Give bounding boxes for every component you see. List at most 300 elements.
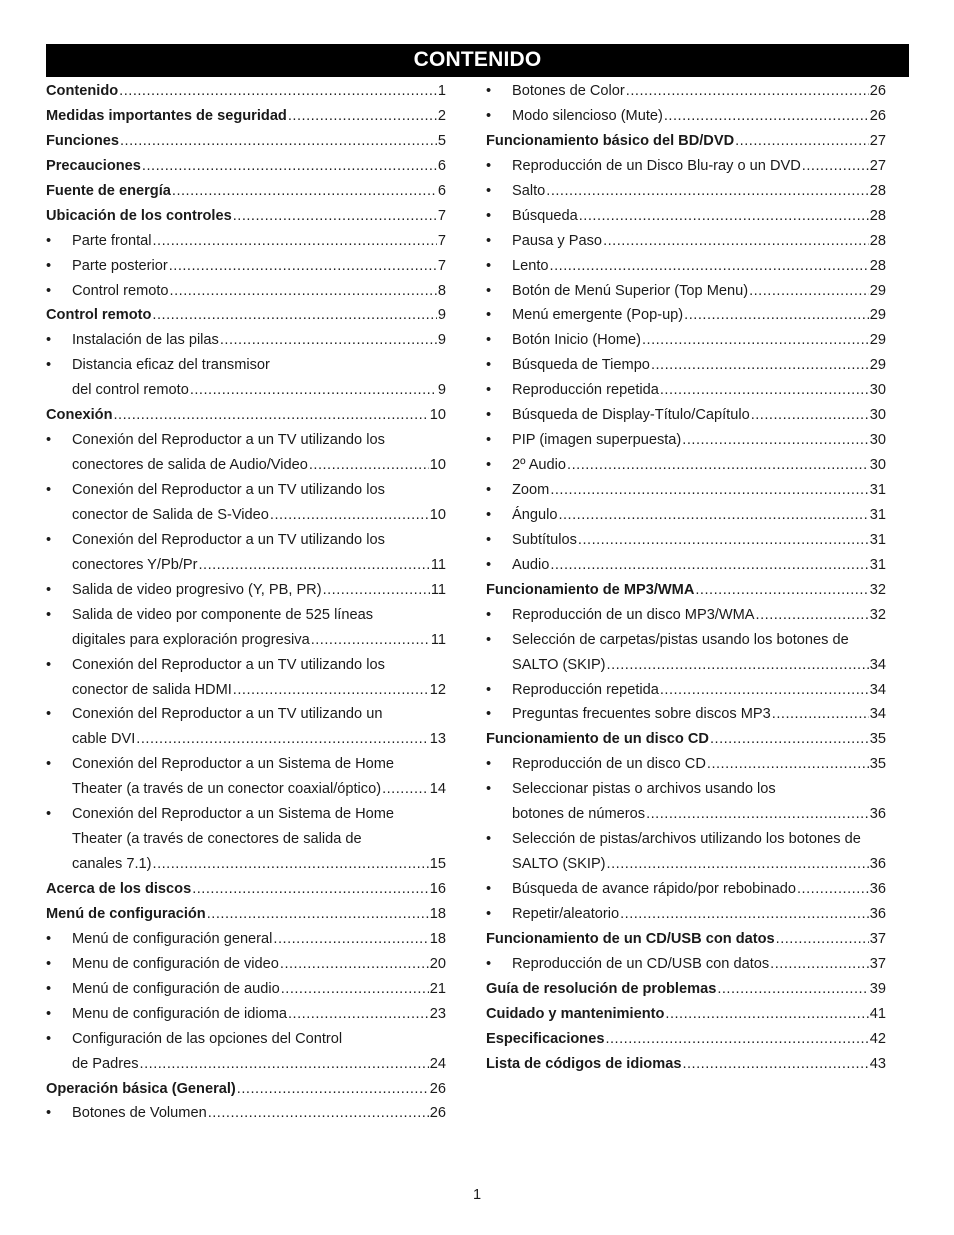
dot-leader	[660, 681, 869, 700]
toc-entry-page: 36	[869, 856, 886, 873]
toc-entry-page: 42	[869, 1030, 886, 1047]
toc-entry-label: Pausa y Paso	[512, 232, 603, 249]
toc-entry-page: 7	[437, 232, 446, 249]
toc-entry-label: Guía de resolución de problemas	[486, 980, 717, 997]
bullet-icon: •	[486, 881, 492, 897]
dot-leader	[192, 880, 429, 899]
toc-entry[interactable]	[486, 132, 886, 157]
toc-entry[interactable]	[46, 905, 446, 930]
bullet-icon: •	[46, 955, 52, 972]
bullet-icon: •	[46, 706, 52, 723]
toc-entry[interactable]	[46, 930, 446, 955]
bullet-icon: •	[486, 83, 492, 99]
toc-entry[interactable]	[46, 381, 446, 406]
dot-leader	[735, 132, 869, 151]
dot-leader	[770, 955, 869, 974]
page-number: 1	[472, 1187, 482, 1203]
dot-leader	[664, 107, 869, 126]
toc-entry-label: Salto	[512, 182, 546, 199]
dot-leader	[207, 905, 429, 924]
toc-entry-page: 9	[437, 332, 446, 349]
toc-entry-label: Modo silencioso (Mute)	[512, 107, 663, 124]
toc-entry[interactable]	[46, 531, 446, 556]
toc-entry[interactable]	[486, 506, 886, 531]
toc-entry-label: Operación básica (General)	[46, 1080, 236, 1097]
dot-leader	[170, 282, 437, 301]
dot-leader	[756, 606, 869, 625]
toc-entry-label: Selección de pistas/archivos utilizando los botones de	[512, 831, 861, 848]
toc-entry-label: Búsqueda de Tiempo	[512, 357, 650, 374]
toc-entry-label: Selección de carpetas/pistas usando los botones de	[512, 631, 849, 648]
toc-entry-page: 28	[869, 257, 886, 274]
toc-entry-label: Conexión del Reproductor a un TV utilizando los	[72, 531, 385, 548]
toc-entry[interactable]	[486, 855, 886, 880]
toc-entry-page: 16	[429, 881, 446, 897]
toc-entry-label: Medidas importantes de seguridad	[46, 107, 287, 124]
toc-entry-page: 24	[429, 1055, 446, 1072]
toc-entry[interactable]	[486, 780, 886, 805]
toc-entry[interactable]	[46, 1055, 446, 1080]
toc-entry-page: 20	[429, 955, 446, 972]
toc-entry-page: 36	[869, 905, 886, 922]
dot-leader	[270, 506, 429, 525]
dot-leader	[620, 905, 869, 924]
toc-entry-page: 36	[869, 806, 886, 823]
toc-entry-label: Cuidado y mantenimiento	[486, 1005, 665, 1022]
dot-leader	[280, 955, 429, 974]
toc-entry-label: Menú de configuración de audio	[72, 980, 280, 997]
toc-entry-page: 10	[429, 457, 446, 474]
toc-entry-label: conectores Y/Pb/Pr	[72, 556, 198, 573]
dot-leader	[695, 581, 868, 600]
bullet-icon: •	[486, 706, 492, 723]
toc-entry[interactable]	[46, 1080, 446, 1105]
bullet-icon: •	[486, 457, 492, 474]
toc-entry[interactable]	[46, 656, 446, 681]
toc-entry[interactable]	[486, 681, 886, 706]
toc-entry[interactable]	[46, 631, 446, 656]
toc-entry-page: 26	[429, 1080, 446, 1097]
bullet-icon: •	[46, 806, 52, 823]
dot-leader	[558, 506, 868, 525]
toc-entry[interactable]	[486, 730, 886, 755]
dot-leader	[550, 556, 868, 575]
bullet-icon: •	[486, 606, 492, 623]
toc-entry[interactable]	[486, 1055, 886, 1080]
bullet-icon: •	[486, 257, 492, 274]
toc-entry-page: 37	[869, 955, 886, 972]
toc-entry-label: Configuración de las opciones del Control	[72, 1030, 343, 1047]
toc-entry-label: Acerca de los discos	[46, 881, 192, 897]
page-title: CONTENIDO	[46, 44, 909, 77]
toc-entry[interactable]	[46, 406, 446, 431]
toc-entry-label: Lista de códigos de idiomas	[486, 1055, 682, 1072]
toc-entry-page: 28	[869, 232, 886, 249]
bullet-icon: •	[486, 232, 492, 249]
toc-entry-page: 27	[869, 157, 886, 174]
bullet-icon: •	[486, 382, 492, 399]
toc-entry[interactable]	[46, 581, 446, 606]
toc-entry-page: 9	[437, 307, 446, 324]
toc-entry-label: Distancia eficaz del transmisor	[72, 357, 270, 374]
toc-entry[interactable]	[486, 232, 886, 257]
toc-entry-label: Reproducción de un disco CD	[512, 756, 706, 773]
toc-entry[interactable]	[46, 232, 446, 257]
toc-entry-page: 6	[437, 182, 446, 199]
dot-leader	[682, 1055, 868, 1074]
toc-entry-label: Subtítulos	[512, 531, 577, 548]
toc-entry[interactable]	[46, 805, 446, 830]
toc-entry[interactable]	[486, 606, 886, 631]
toc-entry[interactable]	[486, 955, 886, 980]
toc-entry[interactable]	[486, 207, 886, 232]
toc-entry-label: Salida de video progresivo (Y, PB, PR)	[72, 581, 322, 598]
toc-entry-label: canales 7.1)	[72, 856, 152, 873]
toc-entry[interactable]	[46, 207, 446, 232]
toc-entry-page: 11	[430, 581, 446, 598]
toc-entry-page: 32	[869, 581, 886, 598]
toc-entry[interactable]	[486, 456, 886, 481]
bullet-icon: •	[46, 606, 52, 623]
bullet-icon: •	[486, 756, 492, 773]
toc-entry[interactable]	[486, 1030, 886, 1055]
toc-entry-label: PIP (imagen superpuesta)	[512, 432, 682, 449]
toc-entry-label: Fuente de energía	[46, 182, 171, 199]
toc-entry-label: del control remoto	[72, 382, 189, 399]
toc-entry-label: Seleccionar pistas o archivos usando los	[512, 781, 776, 798]
toc-entry-label: Menu de configuración de video	[72, 955, 279, 972]
dot-leader	[550, 481, 868, 500]
bullet-icon: •	[46, 257, 52, 274]
toc-entry-label: de Padres	[72, 1055, 139, 1072]
toc-entry-page: 31	[869, 556, 886, 573]
toc-entry-page: 34	[869, 656, 886, 673]
toc-entry[interactable]	[46, 157, 446, 182]
toc-entry[interactable]	[46, 1005, 446, 1030]
toc-entry[interactable]	[46, 1030, 446, 1055]
bullet-icon: •	[46, 980, 52, 997]
toc-entry-label: Botones de Color	[512, 83, 625, 99]
toc-entry[interactable]	[46, 306, 446, 331]
dot-leader	[626, 82, 869, 101]
toc-entry-page: 29	[869, 357, 886, 374]
toc-entry[interactable]	[486, 980, 886, 1005]
dot-leader	[710, 730, 869, 749]
toc-entry-label: conector de Salida de S-Video	[72, 506, 269, 523]
toc-entry-label: Repetir/aleatorio	[512, 905, 620, 922]
bullet-icon: •	[486, 307, 492, 324]
dot-leader	[707, 755, 869, 774]
toc-entry[interactable]	[486, 905, 886, 930]
toc-entry-page: 29	[869, 332, 886, 349]
bullet-icon: •	[486, 681, 492, 698]
toc-entry[interactable]	[486, 755, 886, 780]
toc-entry-label: Funcionamiento de MP3/WMA	[486, 581, 695, 598]
toc-entry[interactable]	[46, 107, 446, 132]
bullet-icon: •	[46, 1030, 52, 1047]
toc-entry-page: 37	[869, 930, 886, 947]
dot-leader	[281, 980, 429, 999]
toc-entry[interactable]	[486, 1005, 886, 1030]
toc-entry-page: 9	[437, 382, 446, 399]
bullet-icon: •	[46, 656, 52, 673]
toc-entry-label: Control remoto	[72, 282, 169, 299]
bullet-icon: •	[486, 407, 492, 424]
toc-entry[interactable]	[486, 830, 886, 855]
toc-entry[interactable]	[46, 780, 446, 805]
dot-leader	[288, 107, 437, 126]
dot-leader	[682, 431, 868, 450]
dot-leader	[190, 381, 437, 400]
toc-entry-label: Audio	[512, 556, 550, 573]
toc-entry-page: 26	[869, 107, 886, 124]
dot-leader	[776, 930, 869, 949]
toc-entry[interactable]	[486, 381, 886, 406]
toc-entry-label: Conexión del Reproductor a un TV utilizando un	[72, 706, 383, 723]
bullet-icon: •	[486, 905, 492, 922]
bullet-icon: •	[46, 581, 52, 598]
toc-entry[interactable]	[46, 431, 446, 456]
toc-entry-label: Lento	[512, 257, 549, 274]
toc-entry-label: Conexión del Reproductor a un TV utilizando los	[72, 656, 385, 673]
toc-entry-page: 41	[869, 1005, 886, 1022]
toc-entry[interactable]	[46, 880, 446, 905]
dot-leader	[273, 930, 428, 949]
toc-entry-label: SALTO (SKIP)	[512, 856, 606, 873]
toc-entry[interactable]	[46, 705, 446, 730]
toc-entry-label: conector de salida HDMI	[72, 681, 232, 698]
bullet-icon: •	[46, 282, 52, 299]
bullet-icon: •	[46, 432, 52, 449]
toc-entry-page: 5	[437, 132, 446, 149]
toc-entry-label: Zoom	[512, 482, 550, 498]
toc-entry-label: Búsqueda de avance rápido/por rebobinado	[512, 881, 796, 897]
toc-entry-page: 30	[869, 382, 886, 399]
toc-entry-label: Conexión del Reproductor a un Sistema de Home	[72, 756, 395, 773]
toc-entry-label: Theater (a través de un conector coaxial/óptico)	[72, 781, 382, 798]
toc-entry-page: 29	[869, 307, 886, 324]
toc-entry-page: 30	[869, 457, 886, 474]
toc-entry[interactable]	[486, 481, 886, 506]
bullet-icon: •	[486, 531, 492, 548]
toc-entry-label: Contenido	[46, 83, 119, 99]
toc-entry-label: Búsqueda de Display-Título/Capítulo	[512, 407, 750, 424]
toc-entry-page: 26	[429, 1105, 446, 1122]
dot-leader	[802, 157, 869, 176]
toc-entry[interactable]	[486, 656, 886, 681]
toc-entry[interactable]	[46, 730, 446, 755]
bullet-icon: •	[486, 332, 492, 349]
dot-leader	[567, 456, 869, 475]
toc-entry[interactable]	[46, 606, 446, 631]
dot-leader	[646, 805, 869, 824]
toc-entry[interactable]	[46, 830, 446, 855]
dot-leader	[233, 207, 437, 226]
toc-entry[interactable]	[486, 331, 886, 356]
toc-entry[interactable]	[486, 406, 886, 431]
bullet-icon: •	[46, 1105, 52, 1122]
toc-entry[interactable]	[486, 282, 886, 307]
toc-entry-label: Precauciones	[46, 157, 141, 174]
dot-leader	[172, 182, 437, 201]
dot-leader	[233, 681, 429, 700]
bullet-icon: •	[486, 357, 492, 374]
toc-entry[interactable]	[46, 506, 446, 531]
bullet-icon: •	[486, 432, 492, 449]
toc-entry-label: Funciones	[46, 132, 119, 149]
toc-entry-page: 30	[869, 432, 886, 449]
toc-entry-page: 28	[869, 182, 886, 199]
toc-entry-label: Conexión del Reproductor a un TV utilizando los	[72, 432, 385, 449]
toc-entry-page: 23	[429, 1005, 446, 1022]
toc-entry[interactable]	[486, 531, 886, 556]
dot-leader	[323, 581, 430, 600]
dot-leader	[288, 1005, 429, 1024]
toc-entry-label: Instalación de las pilas	[72, 332, 219, 349]
toc-entry[interactable]	[486, 556, 886, 581]
bullet-icon: •	[486, 955, 492, 972]
toc-entry[interactable]	[486, 356, 886, 381]
toc-entry-label: Menu de configuración de idioma	[72, 1005, 287, 1022]
dot-leader	[237, 1080, 429, 1099]
toc-entry-page: 31	[869, 531, 886, 548]
dot-leader	[751, 406, 869, 425]
toc-entry-page: 14	[429, 781, 446, 798]
dot-leader	[578, 531, 869, 550]
bullet-icon: •	[46, 482, 52, 498]
dot-leader	[382, 780, 429, 799]
dot-leader	[208, 1104, 429, 1123]
dot-leader	[198, 556, 429, 575]
dot-leader	[153, 232, 437, 251]
toc-entry-label: Menú emergente (Pop-up)	[512, 307, 684, 324]
toc-entry-page: 7	[437, 207, 446, 224]
toc-entry-label: Funcionamiento básico del BD/DVD	[486, 132, 735, 149]
toc-entry-page: 6	[437, 157, 446, 174]
bullet-icon: •	[46, 1005, 52, 1022]
toc-entry[interactable]	[486, 930, 886, 955]
toc-entry[interactable]	[46, 755, 446, 780]
dot-leader	[651, 356, 869, 375]
dot-leader	[772, 705, 869, 724]
toc-entry-label: Control remoto	[46, 307, 152, 324]
toc-entry-label: 2º Audio	[512, 457, 567, 474]
dot-leader	[717, 980, 868, 999]
toc-entry[interactable]	[46, 456, 446, 481]
toc-entry-label: Funcionamiento de un CD/USB con datos	[486, 930, 775, 947]
bullet-icon: •	[46, 756, 52, 773]
toc-entry[interactable]	[486, 257, 886, 282]
toc-entry-label: Theater (a través de conectores de salida de	[72, 831, 362, 848]
toc-entry-page: 18	[429, 905, 446, 922]
toc-entry[interactable]	[46, 132, 446, 157]
dot-leader	[140, 1055, 429, 1074]
bullet-icon: •	[486, 107, 492, 124]
toc-entry[interactable]	[486, 157, 886, 182]
bullet-icon: •	[46, 357, 52, 374]
dot-leader	[136, 730, 428, 749]
toc-entry-page: 29	[869, 282, 886, 299]
dot-leader	[546, 182, 869, 201]
toc-entry-label: Menú de configuración general	[72, 930, 273, 947]
toc-entry[interactable]	[486, 705, 886, 730]
dot-leader	[113, 406, 428, 425]
toc-entry-page: 26	[869, 83, 886, 99]
bullet-icon: •	[486, 282, 492, 299]
toc-entry-page: 1	[437, 83, 446, 99]
toc-entry-label: Botones de Volumen	[72, 1105, 207, 1122]
toc-entry-label: Conexión del Reproductor a un Sistema de Home	[72, 806, 395, 823]
toc-entry[interactable]	[486, 182, 886, 207]
toc-entry-page: 12	[429, 681, 446, 698]
toc-entry[interactable]	[486, 107, 886, 132]
toc-entry-label: SALTO (SKIP)	[512, 656, 606, 673]
bullet-icon: •	[486, 506, 492, 523]
toc-entry[interactable]	[46, 980, 446, 1005]
toc-entry-page: 35	[869, 731, 886, 748]
toc-entry-page: 39	[869, 980, 886, 997]
bullet-icon: •	[486, 157, 492, 174]
toc-right-column	[486, 82, 886, 1080]
toc-entry[interactable]	[46, 82, 446, 107]
toc-entry[interactable]	[46, 955, 446, 980]
toc-entry-label: botones de números	[512, 806, 646, 823]
toc-entry-page: 31	[869, 482, 886, 498]
toc-entry-page: 7	[437, 257, 446, 274]
dot-leader	[665, 1005, 868, 1024]
toc-entry-page: 43	[869, 1055, 886, 1072]
toc-entry[interactable]	[486, 805, 886, 830]
toc-entry[interactable]	[46, 556, 446, 581]
toc-entry-label: Búsqueda	[512, 207, 578, 224]
dot-leader	[642, 331, 869, 350]
toc-entry-label: Reproducción de un CD/USB con datos	[512, 955, 770, 972]
dot-leader	[152, 306, 436, 325]
dot-leader	[579, 207, 869, 226]
toc-entry[interactable]	[46, 257, 446, 282]
toc-entry[interactable]	[46, 356, 446, 381]
dot-leader	[605, 1030, 868, 1049]
toc-entry[interactable]	[46, 331, 446, 356]
toc-entry[interactable]	[486, 306, 886, 331]
toc-entry-label: Parte posterior	[72, 257, 168, 274]
toc-entry[interactable]	[46, 282, 446, 307]
dot-leader	[607, 855, 869, 874]
toc-entry[interactable]	[46, 855, 446, 880]
toc-entry[interactable]	[46, 182, 446, 207]
toc-entry-label: Reproducción de un disco MP3/WMA	[512, 606, 755, 623]
toc-entry[interactable]	[486, 880, 886, 905]
bullet-icon: •	[486, 556, 492, 573]
toc-entry[interactable]	[486, 581, 886, 606]
toc-entry-label: Botón Inicio (Home)	[512, 332, 641, 349]
dot-leader	[169, 257, 437, 276]
dot-leader	[749, 282, 869, 301]
toc-entry[interactable]	[46, 481, 446, 506]
toc-entry[interactable]	[46, 1104, 446, 1129]
toc-entry-page: 2	[437, 107, 446, 124]
toc-entry-page: 36	[869, 881, 886, 897]
bullet-icon: •	[486, 631, 492, 648]
toc-entry-label: Menú de configuración	[46, 905, 206, 922]
toc-entry[interactable]	[486, 431, 886, 456]
toc-entry[interactable]	[486, 631, 886, 656]
dot-leader	[119, 82, 437, 101]
toc-entry[interactable]	[46, 681, 446, 706]
bullet-icon: •	[486, 781, 492, 798]
toc-entry-page: 10	[429, 407, 446, 424]
toc-entry[interactable]	[486, 82, 886, 107]
